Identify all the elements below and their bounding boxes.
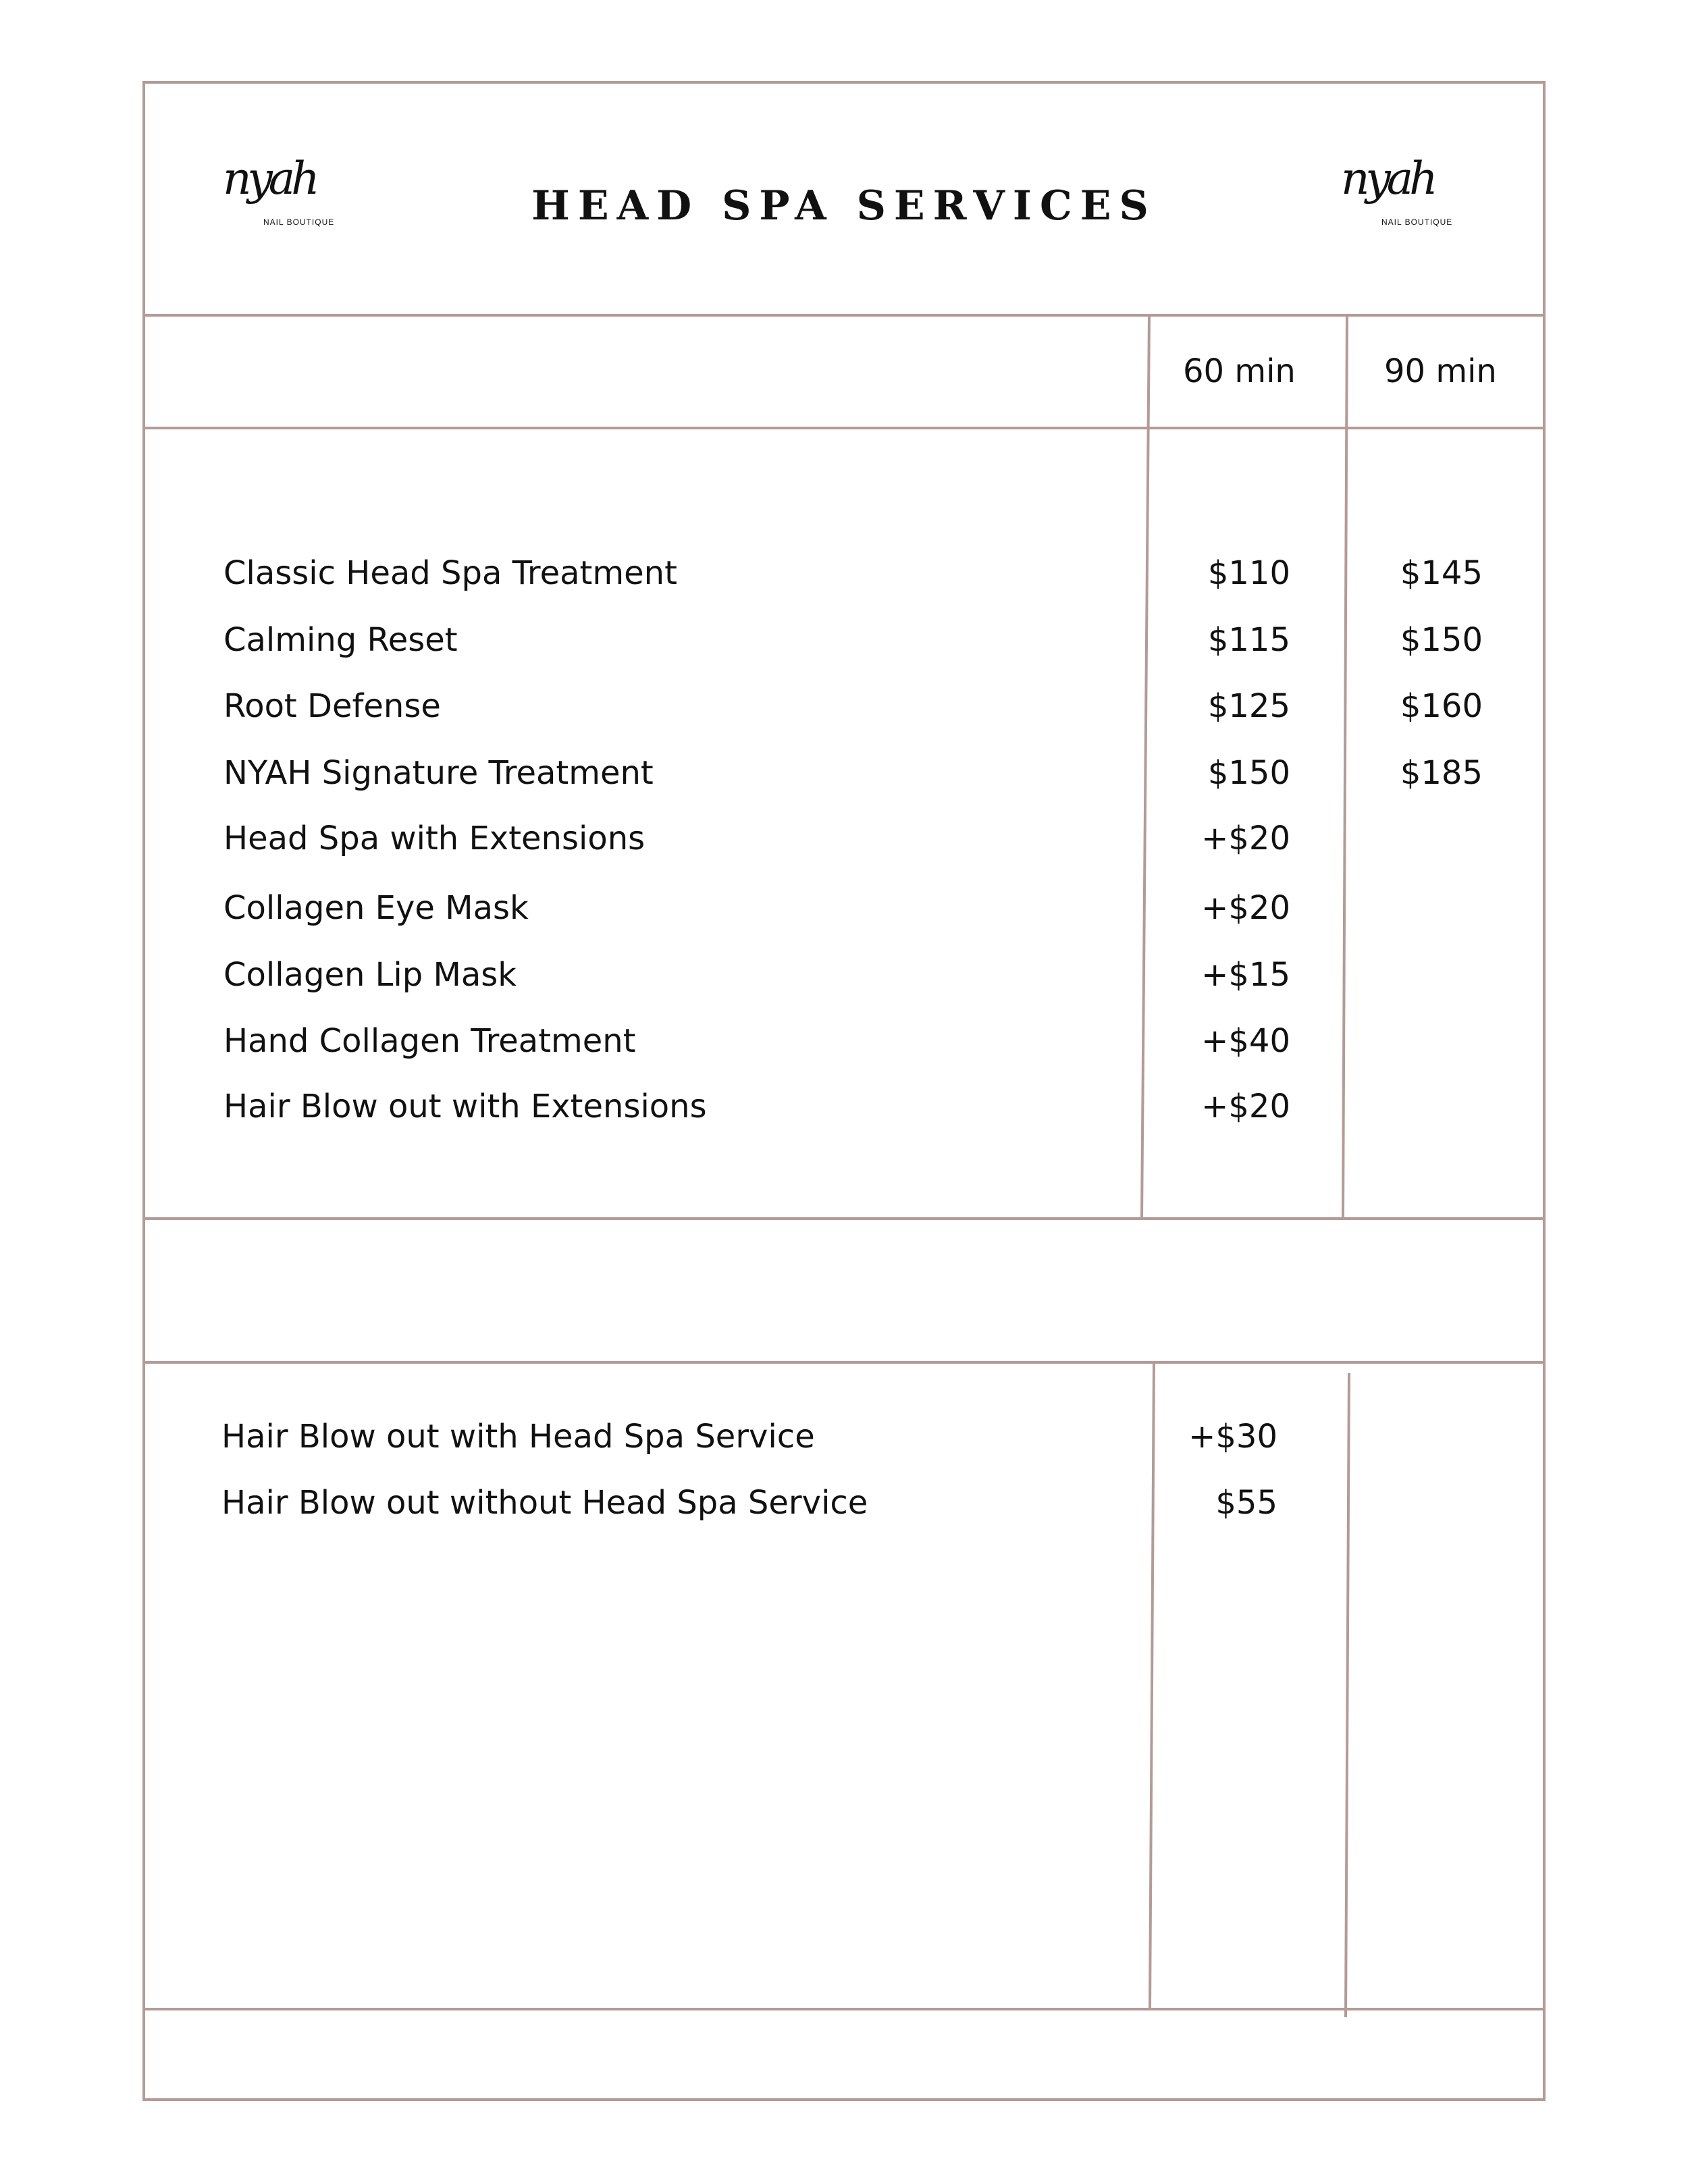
price: +$30 bbox=[1188, 1418, 1277, 1456]
service-name: Hair Blow out with Head Spa Service bbox=[221, 1418, 815, 1456]
logo-subtext: NAIL BOUTIQUE bbox=[1381, 217, 1453, 227]
service-name: Root Defense bbox=[223, 687, 441, 725]
service-name: Collagen Eye Mask bbox=[223, 889, 529, 927]
price-60-min: $150 bbox=[1207, 754, 1290, 792]
price-60-min: +$40 bbox=[1201, 1022, 1290, 1060]
service-name: Head Spa with Extensions bbox=[223, 820, 645, 857]
price-60-min: $125 bbox=[1207, 687, 1290, 725]
service-name: Collagen Lip Mask bbox=[223, 956, 517, 994]
service-name: Classic Head Spa Treatment bbox=[223, 554, 677, 592]
service-name: Hand Collagen Treatment bbox=[223, 1022, 636, 1060]
price-90-min: $145 bbox=[1400, 554, 1483, 592]
logo-left bbox=[223, 152, 371, 253]
logo-right bbox=[1341, 152, 1489, 253]
column-divider bbox=[1150, 1362, 1154, 2009]
logo-subtext: NAIL BOUTIQUE bbox=[263, 217, 335, 227]
service-name: Hair Blow out with Extensions bbox=[223, 1088, 707, 1125]
service-name: Hair Blow out without Head Spa Service bbox=[221, 1484, 868, 1522]
service-name: NYAH Signature Treatment bbox=[223, 754, 654, 792]
price-60-min: +$20 bbox=[1201, 889, 1290, 927]
column-header-60: 60 min bbox=[1183, 352, 1296, 390]
price-60-min: $110 bbox=[1207, 554, 1290, 592]
price-90-min: $160 bbox=[1400, 687, 1483, 725]
column-divider bbox=[1346, 1373, 1349, 2017]
logo-script: nyah bbox=[1341, 153, 1434, 205]
price-90-min: $150 bbox=[1400, 621, 1483, 659]
price-60-min: +$20 bbox=[1201, 820, 1290, 857]
price-60-min: $115 bbox=[1207, 621, 1290, 659]
price-60-min: +$20 bbox=[1201, 1088, 1290, 1125]
column-divider bbox=[1343, 315, 1347, 1219]
logo-script: nyah bbox=[223, 153, 316, 205]
page-title: HEAD SPA SERVICES bbox=[531, 182, 1157, 230]
column-divider bbox=[1142, 315, 1149, 1219]
column-header-90: 90 min bbox=[1384, 352, 1497, 390]
price: $55 bbox=[1215, 1484, 1277, 1522]
price-60-min: +$15 bbox=[1201, 956, 1290, 994]
price-90-min: $185 bbox=[1400, 754, 1483, 792]
service-name: Calming Reset bbox=[223, 621, 458, 659]
